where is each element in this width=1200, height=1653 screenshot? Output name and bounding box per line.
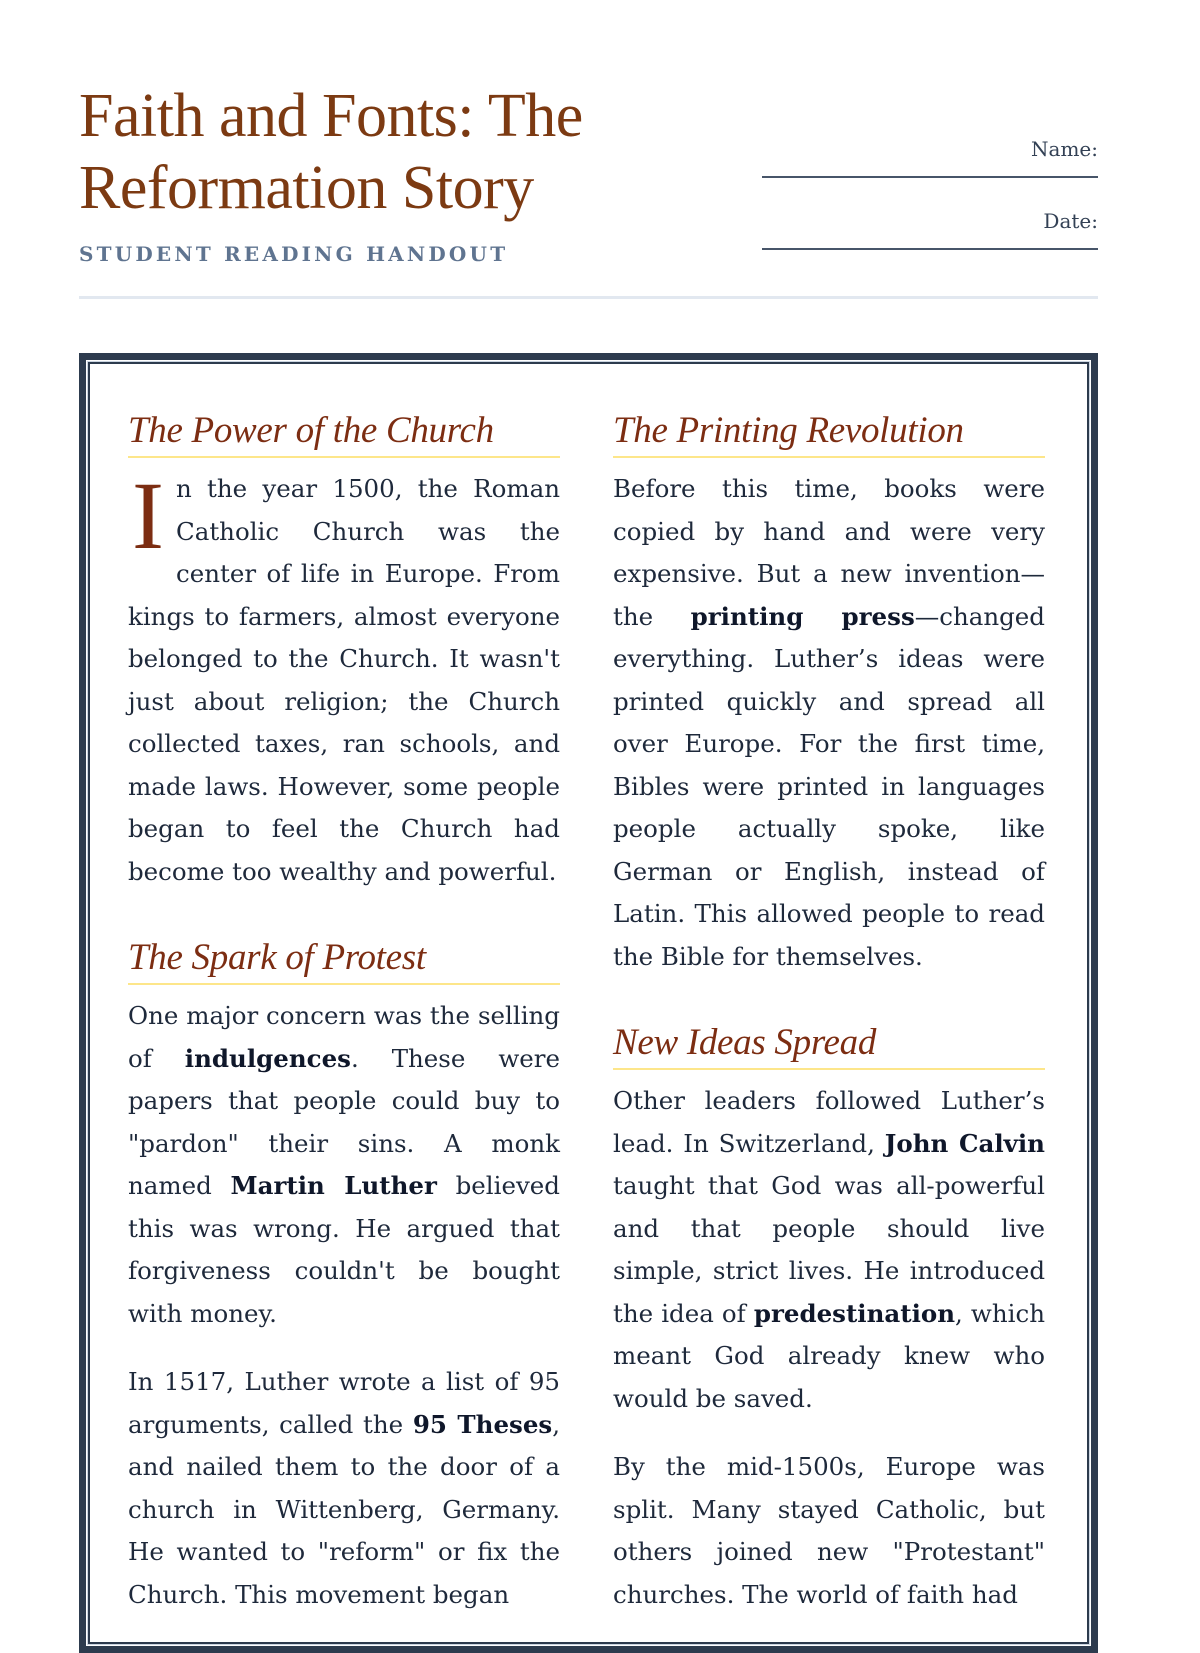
section-heading: The Spark of Protest — [128, 935, 560, 985]
paragraph — [128, 995, 560, 1335]
section-new-ideas-spread — [613, 1020, 1045, 1616]
text-segment: By the mid-1500s, Europe was split. Many stayed Catholic, but others joined new "Protestant" churches. The world of faith had — [613, 1452, 1045, 1609]
date-label: Date: — [1043, 209, 1098, 233]
section-spark-of-protest — [128, 935, 560, 1616]
key-term-95-theses: 95 Theses — [412, 1409, 553, 1439]
page-subtitle: STUDENT READING HANDOUT — [79, 242, 509, 266]
title-line-1: Faith and Fonts: The — [79, 82, 583, 150]
text-segment: , which meant God already knew who would be saved. — [613, 1298, 1045, 1413]
section-heading: The Printing Revolution — [613, 408, 1045, 458]
paragraph — [128, 1361, 560, 1616]
paragraph — [613, 1446, 1045, 1616]
key-term-printing-press: printing press — [690, 601, 915, 631]
text-segment: —changed everything. Luther’s ideas were printed quickly and spread all over Europe. For the first time, Bibles were printed in languages people actually spoke, like German or English, instead of Latin. This allowed people to read the Bible for themselves. — [613, 601, 1045, 971]
page-title — [79, 80, 719, 224]
paragraph — [613, 468, 1045, 978]
text-segment: taught that God was all-powerful and that people should live simple, strict lives. He introduced the idea of — [613, 1171, 1045, 1328]
key-term-john-calvin: John Calvin — [884, 1128, 1045, 1158]
text-segment: In 1517, Luther wrote a list of 95 arguments, called the — [128, 1367, 560, 1439]
content-frame — [79, 353, 1098, 1653]
text-segment: n the year 1500, the Roman Catholic Church was the center of life in Europe. From kings to farmers, almost everyone belonged to the Church. It wasn't just about religion; the Church collected taxes, ran schools, and made laws. However, some people began to feel the Church had become too wealthy and powerful. — [128, 474, 560, 886]
text-segment: Other leaders followed Luther’s lead. In Switzerland, — [613, 1086, 1045, 1158]
section-heading: New Ideas Spread — [613, 1020, 1045, 1070]
drop-cap: I — [132, 462, 164, 569]
left-column — [128, 408, 560, 1616]
section-printing-revolution — [613, 408, 1045, 978]
text-segment: One major concern was the selling of — [128, 1001, 560, 1073]
date-field[interactable] — [762, 248, 1098, 250]
paragraph — [613, 1080, 1045, 1420]
handout-header — [79, 80, 1098, 302]
name-label: Name: — [1031, 137, 1098, 161]
key-term-martin-luther: Martin Luther — [230, 1171, 437, 1200]
section-heading: The Power of the Church — [128, 408, 560, 458]
paragraph — [128, 462, 560, 893]
title-line-2: Reformation Story — [79, 154, 534, 222]
name-field[interactable] — [762, 176, 1098, 178]
section-power-of-church — [128, 408, 560, 893]
header-divider — [79, 296, 1098, 299]
key-term-predestination: predestination — [753, 1298, 956, 1328]
text-segment: , and nailed them to the door of a church in Wittenberg, Germany. He wanted to "reform" or fix the Church. This movement began — [128, 1409, 560, 1609]
right-column — [613, 408, 1045, 1616]
text-segment: Before this time, books were copied by hand and were very expensive. But a new invention—the — [613, 474, 1045, 631]
student-info-fields — [762, 136, 1098, 280]
text-segment: believed this was wrong. He argued that forgiveness couldn't be bought with money. — [128, 1171, 560, 1328]
text-segment: . These were papers that people could buy to "pardon" their sins. A monk named — [128, 1043, 560, 1200]
key-term-indulgences: indulgences — [184, 1043, 351, 1073]
